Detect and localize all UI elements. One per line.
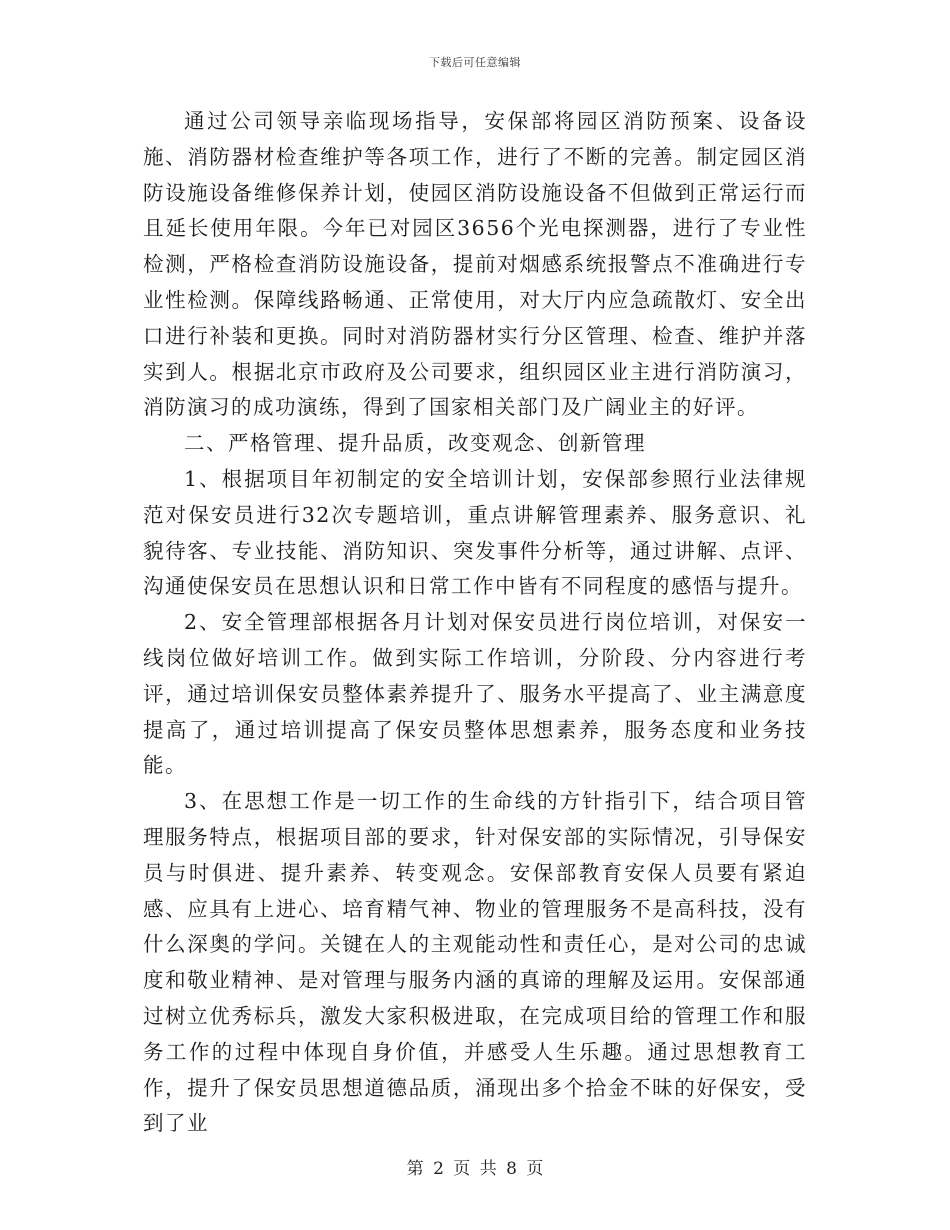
body-text [143, 104, 807, 1142]
page-footer: 第 2 页 共 8 页 [406, 1159, 544, 1179]
paragraph-fire-safety: 通过公司领导亲临现场指导，安保部将园区消防预案、设备设施、消防器材检查维护等各项工作，进行了不断的完善。制定园区消防设施设备维修保养计划，使园区消防设施设备不但做到正常运行而且延长使用年限。今年已对园区3656个光电探测器，进行了专业性检测，严格检查消防设施设备，提前对烟感系统报警点不准确进行专业性检测。保障线路畅通、正常使用，对大厅内应急疏散灯、安全出口进行补装和更换。同时对消防器材实行分区管理、检查、维护并落实到人。根据北京市政府及公司要求，组织园区业主进行消防演习，消防演习的成功演练，得到了国家相关部门及广阔业主的好评。 [143, 109, 807, 420]
paragraph-item-2: 2、安全管理部根据各月计划对保安员进行岗位培训，对保安一线岗位做好培训工作。做到实际工作培训，分阶段、分内容进行考评，通过培训保安员整体素养提升了、服务水平提高了、业主满意度提高了，通过培训提高了保安员整体思想素养，服务态度和业务技能。 [143, 610, 807, 778]
paragraph-item-3: 3、在思想工作是一切工作的生命线的方针指引下，结合项目管理服务特点，根据项目部的要求，针对保安部的实际情况，引导保安员与时俱进、提升素养、转变观念。安保部教育安保人员要有紧迫感、应具有上进心、培育精气神、物业的管理服务不是高科技，没有什么深奥的学问。关键在人的主观能动性和责任心，是对公司的忠诚度和敬业精神、是对管理与服务内涵的真谛的理解及运用。安保部通过树立优秀标兵，激发大家积极进取，在完成项目给的管理工作和服务工作的过程中体现自身价值，并感受人生乐趣。通过思想教育工作，提升了保安员思想道德品质，涌现出多个拾金不昧的好保安，受到了业 [143, 789, 807, 1136]
page-header: 下载后可任意编辑 [429, 56, 521, 69]
section-heading: 二、严格管理、提升品质，改变观念、创新管理 [184, 431, 646, 456]
paragraph-item-1: 1、根据项目年初制定的安全培训计划，安保部参照行业法律规范对保安员进行32次专题培训，重点讲解管理素养、服务意识、礼貌待客、专业技能、消防知识、突发事件分析等，通过讲解、点评、沟通使保安员在思想认识和日常工作中皆有不同程度的感悟与提升。 [143, 466, 807, 599]
